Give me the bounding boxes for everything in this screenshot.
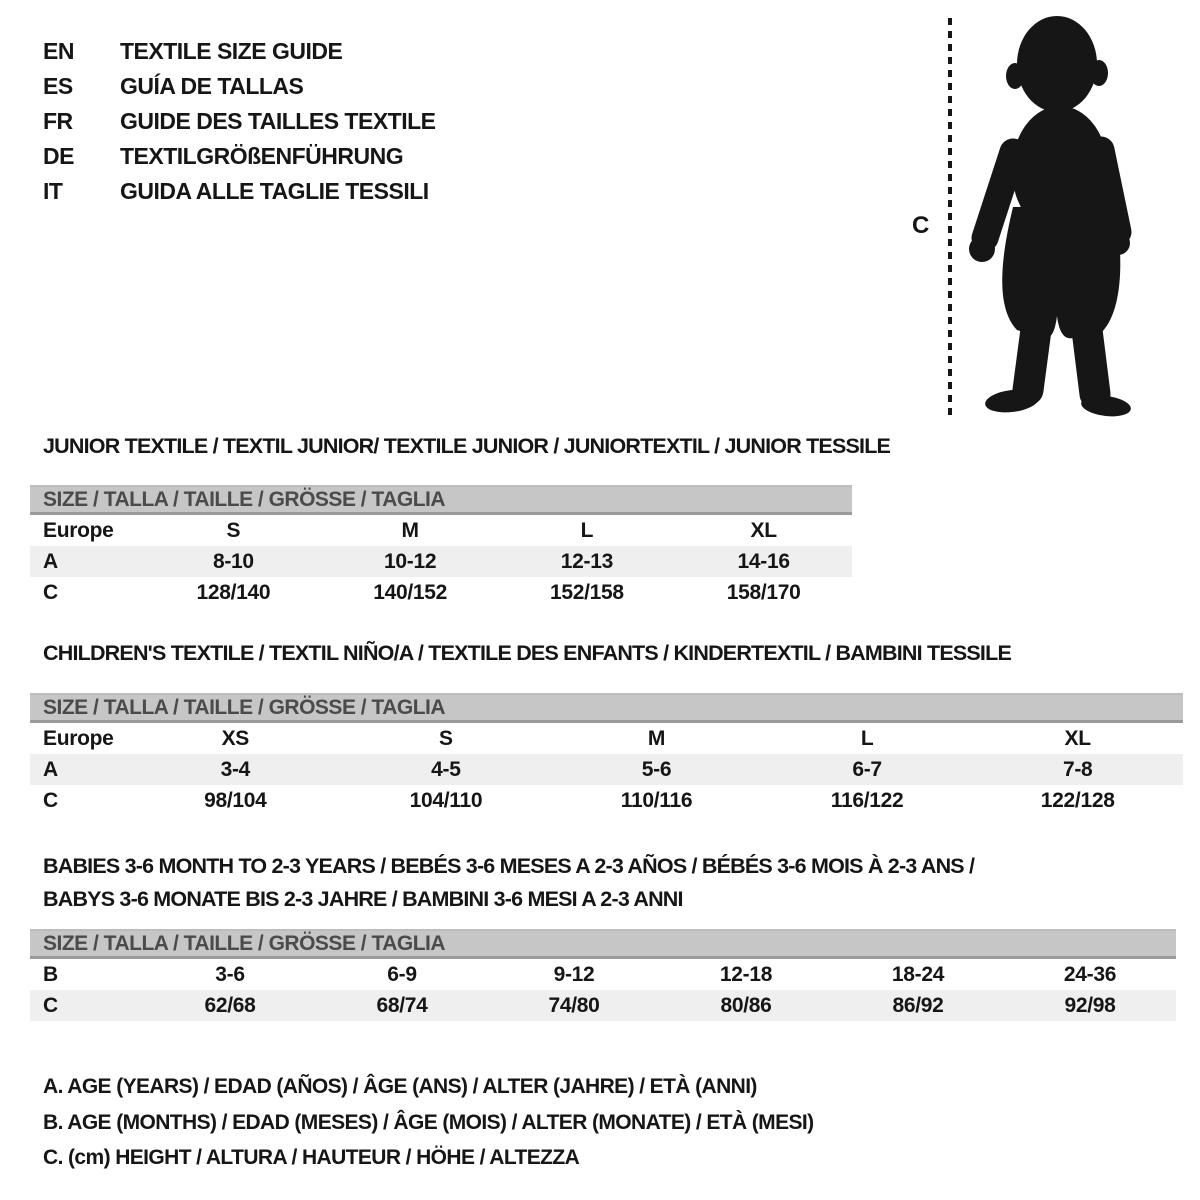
value-cell: 128/140 bbox=[196, 580, 271, 604]
size-header-bar: SIZE / TALLA / TAILLE / GRÖSSE / TAGLIA bbox=[30, 929, 1176, 959]
value-cell: 5-6 bbox=[641, 757, 672, 781]
row-label: Europe bbox=[43, 726, 114, 750]
language-code: DE bbox=[43, 143, 74, 169]
value-cell: 7-8 bbox=[1062, 757, 1093, 781]
height-measure-label: C bbox=[912, 212, 930, 239]
value-cell: 140/152 bbox=[373, 580, 448, 604]
table-row bbox=[30, 785, 1183, 816]
size-header-bar: SIZE / TALLA / TAILLE / GRÖSSE / TAGLIA bbox=[30, 693, 1183, 723]
size-header-bar: SIZE / TALLA / TAILLE / GRÖSSE / TAGLIA bbox=[30, 485, 852, 515]
value-cell: 24-36 bbox=[1063, 962, 1117, 986]
table-row bbox=[30, 990, 1176, 1021]
size-table bbox=[30, 723, 1183, 816]
table-row bbox=[30, 754, 1183, 785]
section-title: JUNIOR TEXTILE / TEXTIL JUNIOR/ TEXTILE JUNIOR / JUNIORTEXTIL / JUNIOR TESSILE bbox=[43, 434, 891, 458]
value-cell: 116/122 bbox=[830, 788, 904, 812]
language-title: TEXTILE SIZE GUIDE bbox=[120, 38, 343, 64]
value-cell: 98/104 bbox=[204, 788, 267, 812]
language-row bbox=[43, 34, 436, 69]
value-cell: 152/158 bbox=[549, 580, 624, 604]
height-figure bbox=[880, 0, 1195, 440]
value-cell: M bbox=[401, 518, 419, 542]
value-cell: 18-24 bbox=[891, 962, 945, 986]
language-title: GUIDE DES TAILLES TEXTILE bbox=[120, 108, 436, 134]
value-cell: XS bbox=[221, 726, 249, 750]
height-dashed-line bbox=[948, 18, 952, 416]
value-cell: 14-16 bbox=[737, 549, 790, 573]
table-row bbox=[30, 515, 852, 546]
value-cell: 110/116 bbox=[620, 788, 693, 812]
toddler-silhouette-icon bbox=[965, 2, 1150, 422]
value-cell: 12-13 bbox=[560, 549, 613, 573]
section-childrens-textile bbox=[30, 637, 1183, 816]
value-cell: 3-4 bbox=[220, 757, 251, 781]
value-cell: XL bbox=[750, 518, 777, 542]
value-cell: 62/68 bbox=[204, 993, 256, 1017]
value-cell: 12-18 bbox=[719, 962, 773, 986]
language-list bbox=[43, 34, 436, 209]
table-row bbox=[30, 577, 852, 608]
legend-line: A. AGE (YEARS) / EDAD (AÑOS) / ÂGE (ANS) / ALTER (JAHRE) / ETÀ (ANNI) bbox=[43, 1075, 757, 1098]
table-row bbox=[30, 723, 1183, 754]
row-label: A bbox=[43, 549, 58, 573]
size-table bbox=[30, 515, 852, 608]
value-cell: 92/98 bbox=[1064, 993, 1116, 1017]
language-row bbox=[43, 104, 436, 139]
value-cell: 80/86 bbox=[720, 993, 772, 1017]
row-label: Europe bbox=[43, 518, 114, 542]
language-code: ES bbox=[43, 73, 73, 99]
value-cell: L bbox=[580, 518, 594, 542]
value-cell: 68/74 bbox=[376, 993, 428, 1017]
value-cell: 86/92 bbox=[892, 993, 944, 1017]
value-cell: L bbox=[860, 726, 874, 750]
language-code: IT bbox=[43, 178, 63, 204]
value-cell: 8-10 bbox=[212, 549, 254, 573]
table-row bbox=[30, 959, 1176, 990]
value-cell: 122/128 bbox=[1040, 788, 1115, 812]
language-row bbox=[43, 69, 436, 104]
language-title: TEXTILGRÖßENFÜHRUNG bbox=[120, 143, 404, 169]
value-cell: XL bbox=[1064, 726, 1091, 750]
section-title: BABIES 3-6 MONTH TO 2-3 YEARS / BEBÉS 3-6 MESES A 2-3 AÑOS / BÉBÉS 3-6 MOIS À 2-3 ANS / bbox=[43, 854, 975, 878]
section-title: CHILDREN'S TEXTILE / TEXTIL NIÑO/A / TEXTILE DES ENFANTS / KINDERTEXTIL / BAMBINI TESSILE bbox=[43, 641, 1011, 665]
value-cell: 9-12 bbox=[553, 962, 595, 986]
value-cell: S bbox=[439, 726, 453, 750]
section-title: BABYS 3-6 MONATE BIS 2-3 JAHRE / BAMBINI 3-6 MESI A 2-3 ANNI bbox=[43, 887, 683, 911]
value-cell: 104/110 bbox=[409, 788, 483, 812]
legend-line: B. AGE (MONTHS) / EDAD (MESES) / ÂGE (MOIS) / ALTER (MONATE) / ETÀ (MESI) bbox=[43, 1110, 814, 1134]
value-cell: 158/170 bbox=[726, 580, 801, 604]
value-cell: 74/80 bbox=[548, 993, 600, 1017]
value-cell: 10-12 bbox=[384, 549, 437, 573]
value-cell: M bbox=[647, 726, 666, 750]
row-label: C bbox=[43, 580, 58, 604]
language-code: FR bbox=[43, 108, 73, 134]
table-row bbox=[30, 546, 852, 577]
row-label: B bbox=[43, 962, 58, 986]
section-junior-textile bbox=[30, 430, 891, 608]
value-cell: 4-5 bbox=[431, 757, 461, 781]
value-cell: 3-6 bbox=[215, 962, 245, 986]
section-title-block bbox=[43, 850, 1176, 916]
language-code: EN bbox=[43, 38, 74, 64]
language-row bbox=[43, 174, 436, 209]
row-label: C bbox=[43, 993, 58, 1017]
row-label: A bbox=[43, 757, 58, 781]
value-cell: 6-7 bbox=[852, 757, 882, 781]
legend-line: C. (cm) HEIGHT / ALTURA / HAUTEUR / HÖHE / ALTEZZA bbox=[43, 1146, 580, 1169]
section-title-block bbox=[43, 430, 891, 463]
value-cell: S bbox=[226, 518, 241, 542]
language-title: GUIDA ALLE TAGLIE TESSILI bbox=[120, 178, 429, 204]
section-babies-textile bbox=[30, 850, 1176, 1021]
language-row bbox=[43, 139, 436, 174]
row-label: C bbox=[43, 788, 58, 812]
size-table bbox=[30, 959, 1176, 1021]
section-title-block bbox=[43, 637, 1183, 670]
value-cell: 6-9 bbox=[387, 962, 417, 986]
legend bbox=[43, 1069, 814, 1176]
language-title: GUÍA DE TALLAS bbox=[120, 73, 304, 99]
